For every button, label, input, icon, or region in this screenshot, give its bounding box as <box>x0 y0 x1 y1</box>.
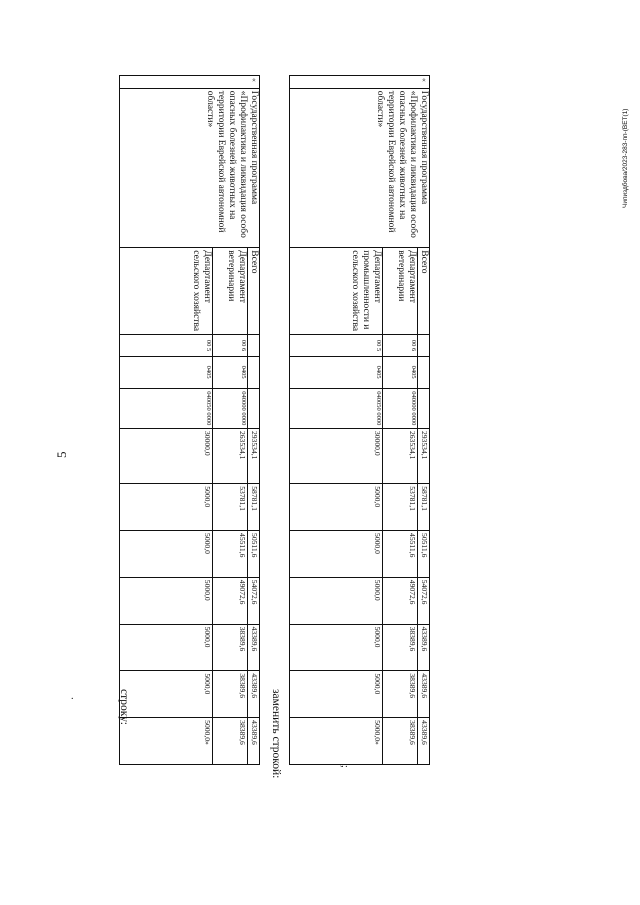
replacement-row-table <box>289 75 430 765</box>
value-cell: 53781,1 <box>213 484 248 531</box>
value-cell: 5000,0 <box>290 484 383 531</box>
code-cell: 040000 0000 <box>213 388 248 428</box>
original-row-table <box>119 75 260 765</box>
code-cell <box>248 335 260 356</box>
value-cell: 38389,6 <box>383 671 418 718</box>
agency-cell: Департамент сельского хозяйства <box>120 248 213 335</box>
value-cell: 38389,6 <box>213 624 248 671</box>
agency-cell: Всего <box>418 248 430 335</box>
value-cell: 5000,0 <box>290 531 383 578</box>
value-cell: 58781,1 <box>418 484 430 531</box>
program-name: Государственная программа «Профилактика и ликвидация особо опасных болезней животных на территории Еврейской автономной области» <box>120 88 260 247</box>
value-cell: 5000,0 <box>120 577 213 624</box>
value-cell: 263534,1 <box>213 428 248 483</box>
value-cell: 38389,6 <box>213 718 248 765</box>
code-cell <box>248 388 260 428</box>
value-cell: 30000,0 <box>120 428 213 483</box>
rotated-content <box>110 75 429 845</box>
code-cell: 00 5 <box>290 335 383 356</box>
agency-cell: Департамент промышленности и сельского хозяйства <box>290 248 383 335</box>
value-cell: 5000,0 <box>120 531 213 578</box>
replace-caption: заменить строкой: <box>270 689 282 779</box>
agency-cell: Всего <box>248 248 260 335</box>
table-row <box>248 76 260 765</box>
opening-quote: « <box>120 76 260 89</box>
row-end-mark: ; <box>339 765 350 768</box>
value-cell: 5000,0 <box>290 624 383 671</box>
value-cell: 45511,6 <box>383 531 418 578</box>
value-cell: 50511,6 <box>418 531 430 578</box>
agency-cell: Департамент ветеринарии <box>213 248 248 335</box>
program-name: Государственная программа «Профилактика и ликвидация особо опасных болезней животных на территории Еврейской автономной области» <box>290 88 430 247</box>
code-cell: 040050 0000 <box>290 388 383 428</box>
value-cell: 54072,6 <box>418 577 430 624</box>
value-cell: 58781,1 <box>248 484 260 531</box>
value-cell: 54072,6 <box>248 577 260 624</box>
opening-quote: « <box>290 76 430 89</box>
row-caption: строку: <box>118 689 130 725</box>
value-cell: 49072,6 <box>213 577 248 624</box>
code-cell: 00 6 <box>383 335 418 356</box>
page-number: 5 <box>54 451 69 458</box>
value-cell: 5000,0 <box>120 671 213 718</box>
value-cell: 293534,1 <box>248 428 260 483</box>
stray-mark: . <box>71 691 74 702</box>
code-cell <box>248 356 260 388</box>
value-cell: 5000,0 <box>290 577 383 624</box>
value-cell: 43389,6 <box>418 718 430 765</box>
code-cell: 040000 0000 <box>383 388 418 428</box>
code-cell <box>418 356 430 388</box>
value-cell: 43389,6 <box>418 624 430 671</box>
value-cell: 5000,0 <box>120 624 213 671</box>
value-cell: 5000,0» <box>290 718 383 765</box>
code-cell <box>418 388 430 428</box>
value-cell: 43389,6 <box>248 624 260 671</box>
value-cell: 293534,1 <box>418 428 430 483</box>
value-cell: 38389,6 <box>383 624 418 671</box>
value-cell: 263534,1 <box>383 428 418 483</box>
table-row <box>418 76 430 765</box>
code-cell: 0405 <box>383 356 418 388</box>
value-cell: 43389,6 <box>418 671 430 718</box>
code-cell: 0405 <box>290 356 383 388</box>
code-cell: 00 6 <box>213 335 248 356</box>
value-cell: 5000,0 <box>120 484 213 531</box>
code-cell: 00 5 <box>120 335 213 356</box>
agency-cell: Департамент ветеринарии <box>383 248 418 335</box>
value-cell: 30000,0 <box>290 428 383 483</box>
value-cell: 38389,6 <box>383 718 418 765</box>
code-cell <box>418 335 430 356</box>
value-cell: 43389,6 <box>248 718 260 765</box>
code-cell: 0405 <box>120 356 213 388</box>
value-cell: 43389,6 <box>248 671 260 718</box>
value-cell: 50511,6 <box>248 531 260 578</box>
value-cell: 49072,6 <box>383 577 418 624</box>
document-code: Чипиздбова/2023-283-пп-(ВЕТ(1) <box>622 108 629 208</box>
value-cell: 45511,6 <box>213 531 248 578</box>
value-cell: 53781,1 <box>383 484 418 531</box>
value-cell: 5000,0 <box>290 671 383 718</box>
value-cell: 38389,6 <box>213 671 248 718</box>
code-cell: 0405 <box>213 356 248 388</box>
code-cell: 040050 0000 <box>120 388 213 428</box>
value-cell: 5000,0» <box>120 718 213 765</box>
